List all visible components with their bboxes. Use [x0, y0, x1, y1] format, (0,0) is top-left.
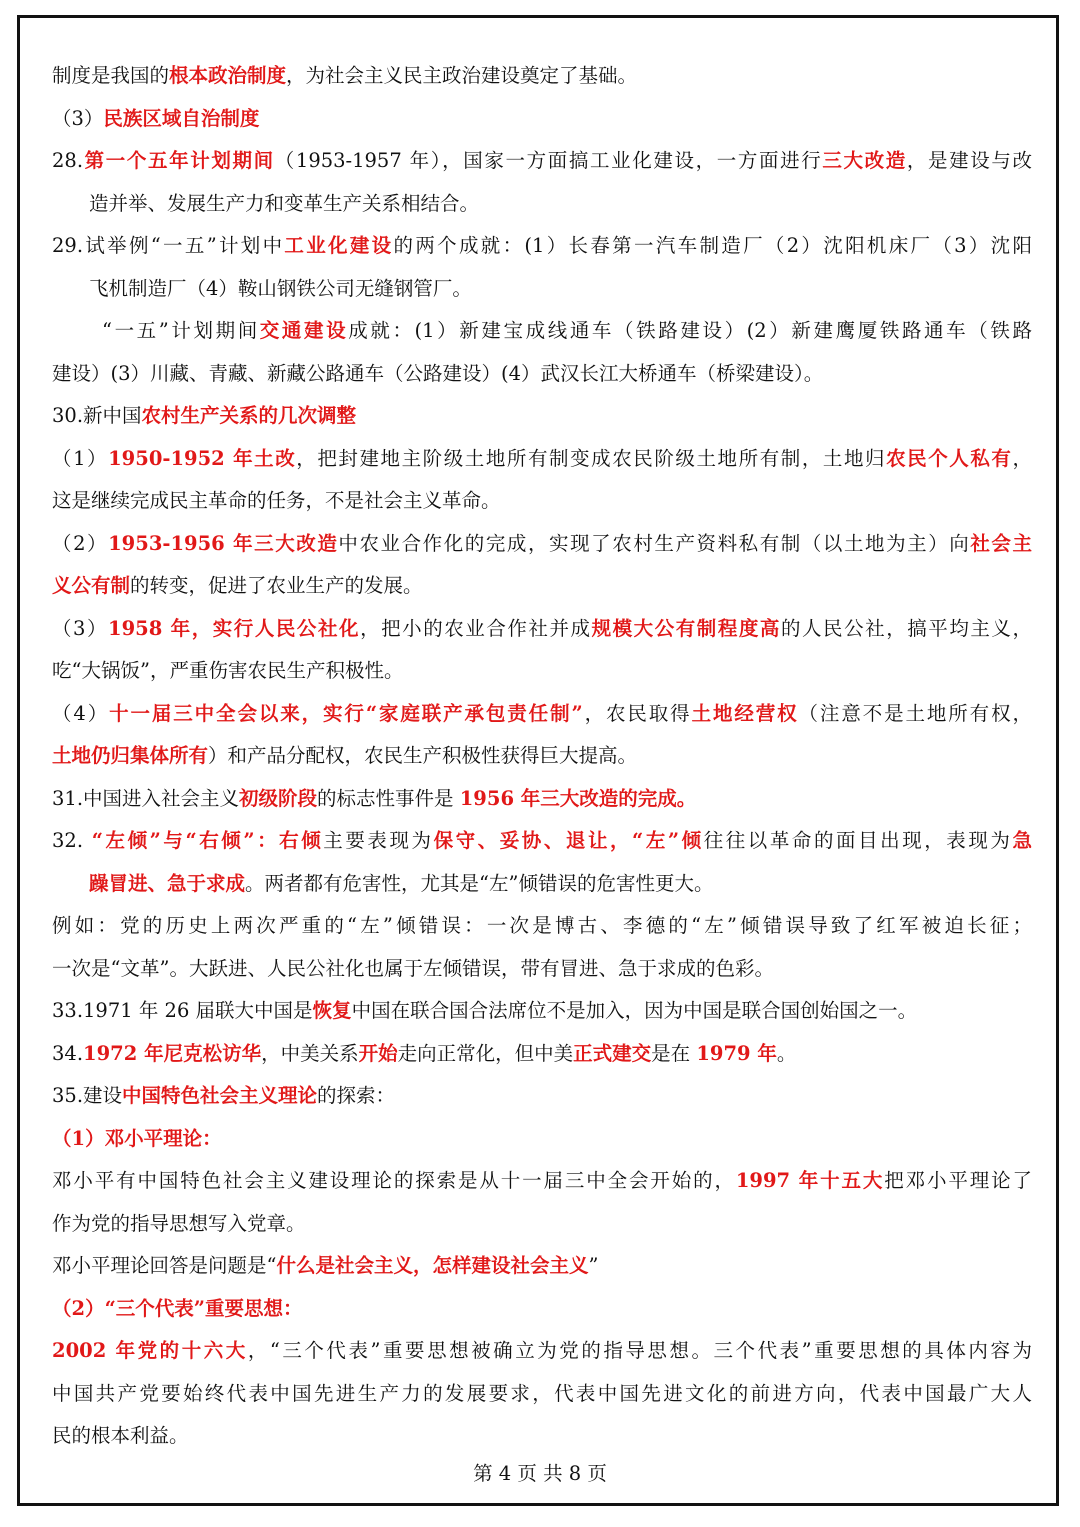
- highlight-text: 农村生产关系的几次调整: [141, 404, 357, 427]
- text-line: [52, 1033, 1032, 1076]
- highlight-text: 义公有制: [52, 574, 131, 597]
- text-line: [52, 608, 1032, 651]
- highlight-text: 1997 年十五大: [735, 1169, 885, 1192]
- body-text: 作为党的指导思想写入党章。: [52, 1211, 306, 1235]
- body-text: （4）: [52, 701, 110, 725]
- highlight-text: 土地经营权: [691, 701, 799, 725]
- highlight-text: 根本政治制度: [169, 64, 287, 87]
- body-text: 中国共产党要始终代表中国先进生产力的发展要求，代表中国先进文化的前进方向，代表中国最广大人: [52, 1381, 1032, 1405]
- page-footer: 第 4 页 共 8 页: [473, 1462, 607, 1485]
- text-line: [52, 310, 1032, 353]
- body-text: 民的根本利益。: [52, 1424, 189, 1447]
- highlight-text: 保守、妥协、退让，“左”倾: [433, 829, 704, 852]
- text-line: [52, 778, 1032, 821]
- text-line: [52, 565, 1032, 608]
- body-text: 31.中国进入社会主义: [52, 786, 240, 810]
- text-line: [52, 140, 1032, 183]
- body-text: ，是建设与改: [906, 149, 1032, 172]
- body-text: 一次是“文革”。大跃进、人民公社化也属于左倾错误，带有冒进、急于求成的色彩。: [52, 956, 774, 980]
- text-line: [52, 1330, 1032, 1373]
- text-line: [52, 438, 1032, 481]
- body-text: ，中美关系: [261, 1041, 359, 1065]
- body-text: 32.: [52, 829, 92, 852]
- text-line: [52, 820, 1032, 863]
- highlight-text: 躁冒进、急于求成: [89, 871, 246, 895]
- text-line: [52, 268, 1032, 311]
- text-line: [52, 1160, 1032, 1203]
- highlight-text: 1979 年: [696, 1041, 777, 1065]
- text-line: [52, 693, 1032, 736]
- body-text: 。两者都有危害性，尤其是“左”倾错误的危害性更大。: [245, 871, 714, 895]
- highlight-text: 三大改造: [822, 149, 907, 172]
- highlight-text: 急: [1012, 829, 1032, 852]
- body-text: （3）: [52, 106, 104, 130]
- highlight-text: 十一届三中全会以来，实行“家庭联产承包责任制”: [109, 701, 583, 725]
- body-text: 28.: [52, 149, 84, 172]
- body-text: （2）: [52, 531, 109, 555]
- text-line: [52, 1415, 1032, 1458]
- body-text: ，为社会主义民主政治建设奠定了基础。: [286, 64, 638, 87]
- highlight-text: 交通建设: [259, 319, 349, 342]
- body-text: 是在: [651, 1041, 697, 1065]
- body-text: 的标志性事件是: [317, 786, 460, 810]
- highlight-text: 1953-1956 年三大改造: [108, 531, 339, 555]
- body-text: 这是继续完成民主革命的任务，不是社会主义革命。: [52, 489, 501, 512]
- body-text: 制度是我国的: [52, 64, 170, 87]
- body-text: 吃“大锅饭”，严重伤害农民生产积极性。: [52, 659, 404, 682]
- body-text: ”: [588, 1254, 599, 1277]
- highlight-text: （2）“三个代表”重要思想：: [52, 1296, 303, 1320]
- body-text: （1）: [52, 446, 109, 470]
- text-line: [52, 905, 1032, 948]
- body-text: 33.1971 年 26 届联大中国是: [52, 999, 313, 1022]
- highlight-text: 第一个五年计划期间: [83, 149, 275, 172]
- highlight-text: 1958 年，实行人民公社化: [108, 616, 361, 640]
- text-line: [52, 990, 1032, 1033]
- text-line: [52, 1075, 1032, 1118]
- body-text: 35.建设: [52, 1084, 123, 1107]
- text-line: [52, 55, 1032, 98]
- highlight-text: 农民个人私有: [886, 446, 1013, 470]
- highlight-text: 2002 年党的十六大: [52, 1339, 248, 1362]
- text-line: [52, 863, 1032, 906]
- body-text: ，“三个代表”重要思想被确立为党的指导思想。三个代表”重要思想的具体内容为: [247, 1339, 1032, 1362]
- body-text: ，把封建地主阶级土地所有制变成农民阶级土地所有制，土地归: [296, 446, 887, 470]
- highlight-text: 中国特色社会主义理论: [122, 1084, 318, 1107]
- body-text: 主要表现为: [323, 829, 434, 852]
- text-line: [52, 480, 1032, 523]
- text-line: [52, 948, 1032, 991]
- body-text: 29.试举例“一五”计划中: [52, 234, 285, 257]
- body-text: 中农业合作化的完成，实现了农村生产资料私有制（以土地为主）向: [338, 531, 971, 555]
- body-text: 的探索：: [317, 1084, 396, 1107]
- body-text: ，把小的农业合作社并成: [360, 616, 592, 640]
- text-line: [52, 1288, 1032, 1331]
- body-text: 邓小平理论回答是问题是“: [52, 1254, 277, 1277]
- text-line: [52, 225, 1032, 268]
- body-text: （1953-1957 年），国家一方面搞工业化建设，一方面进行: [274, 149, 823, 172]
- highlight-text: 工业化建设: [284, 234, 394, 257]
- text-line: [52, 183, 1032, 226]
- body-text: “一五”计划期间: [102, 319, 260, 342]
- text-line: [52, 353, 1032, 396]
- text-line: [52, 1373, 1032, 1416]
- body-text: 中国在联合国合法席位不是加入，因为中国是联合国创始国之一。: [351, 999, 918, 1022]
- highlight-text: 什么是社会主义，怎样建设社会主义: [276, 1254, 589, 1277]
- text-line: [52, 1203, 1032, 1246]
- body-text: 的转变，促进了农业生产的发展。: [130, 574, 423, 597]
- body-text: 建设）(3）川藏、青藏、新藏公路通车（公路建设）(4）武汉长江大桥通车（桥梁建设）。: [52, 361, 824, 385]
- body-text: ，: [1012, 446, 1032, 470]
- body-text: 例如：党的历史上两次严重的“左”倾错误：一次是博古、李德的“左”倾错误导致了红军被迫长征；: [52, 914, 1032, 937]
- text-line: [52, 98, 1032, 141]
- highlight-text: 1972 年尼克松访华: [83, 1041, 262, 1065]
- highlight-text: 民族区域自治制度: [103, 106, 260, 130]
- body-text: 的两个成就：(1）长春第一汽车制造厂（2）沈阳机床厂（3）沈阳: [393, 234, 1032, 257]
- text-line: [52, 523, 1032, 566]
- body-text: 飞机制造厂（4）鞍山钢铁公司无缝钢管厂。: [89, 276, 472, 300]
- body-text: 。: [776, 1041, 797, 1065]
- highlight-text: 社会主: [970, 531, 1032, 555]
- body-text: ，农民取得: [582, 701, 692, 725]
- highlight-text: “左倾”与“右倾”：右倾: [91, 829, 324, 852]
- highlight-text: 开始: [358, 1041, 398, 1065]
- text-line: [52, 395, 1032, 438]
- body-text: 把邓小平理论了: [884, 1169, 1032, 1192]
- text-line: [52, 650, 1032, 693]
- body-text: （注意不是土地所有权，: [798, 701, 1032, 725]
- body-text: 造并举、发展生产力和变革生产关系相结合。: [89, 191, 480, 215]
- body-text: ）和产品分配权，农民生产积极性获得巨大提高。: [208, 744, 638, 767]
- body-text: 走向正常化，但中美: [397, 1041, 574, 1065]
- body-text: 30.新中国: [52, 404, 142, 427]
- text-line: [52, 1118, 1032, 1161]
- highlight-text: 土地仍归集体所有: [52, 744, 209, 767]
- highlight-text: 1950-1952 年土改: [108, 446, 297, 470]
- body-text: 的人民公社，搞平均主义，: [780, 616, 1032, 640]
- body-text: 34.: [52, 1041, 84, 1065]
- highlight-text: 正式建交: [573, 1041, 652, 1065]
- highlight-text: 恢复: [312, 999, 352, 1022]
- highlight-text: 规模大公有制程度高: [591, 616, 781, 640]
- body-text: 往往以革命的面目出现，表现为: [703, 829, 1013, 852]
- body-text: 成就：(1）新建宝成线通车（铁路建设）(2）新建鹰厦铁路通车（铁路: [348, 319, 1032, 342]
- document-body: [52, 55, 1032, 1458]
- body-text: 邓小平有中国特色社会主义建设理论的探索是从十一届三中全会开始的，: [52, 1169, 736, 1192]
- text-line: [52, 1245, 1032, 1288]
- text-line: [52, 735, 1032, 778]
- highlight-text: （1）邓小平理论：: [52, 1126, 222, 1150]
- body-text: （3）: [52, 616, 109, 640]
- highlight-text: 1956 年三大改造的完成。: [459, 786, 697, 810]
- highlight-text: 初级阶段: [239, 786, 318, 810]
